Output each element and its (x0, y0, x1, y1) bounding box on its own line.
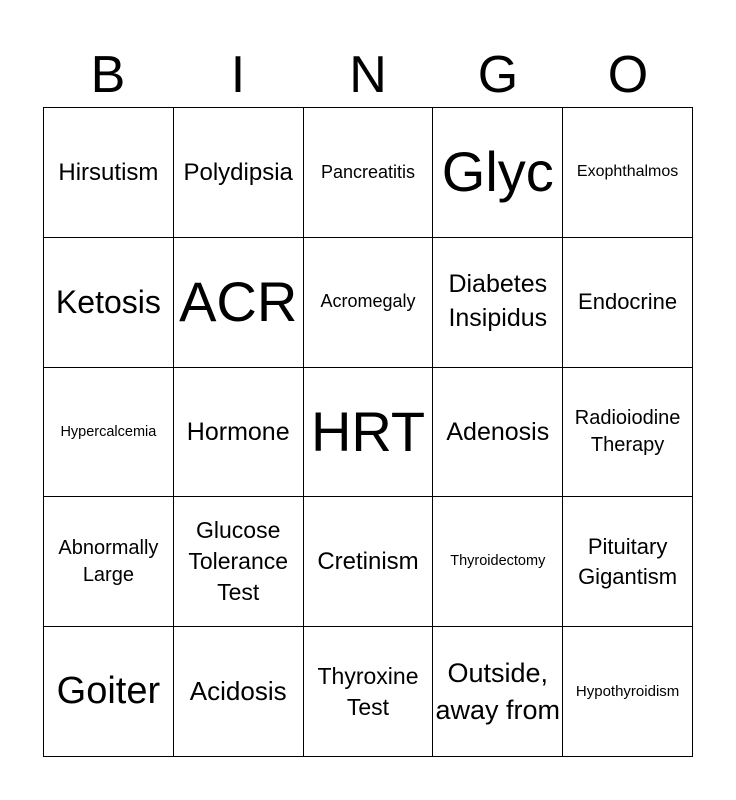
cell-text: Thyroidectomy (450, 553, 546, 570)
cell-text: Radioiodine Therapy (574, 406, 681, 456)
bingo-cell (44, 497, 174, 627)
bingo-cell (433, 497, 563, 627)
cell-text: Adenosis (446, 417, 550, 446)
header-letter-g: G (477, 46, 519, 104)
header-letter-b: B (90, 46, 126, 104)
cell-text: Hypothyroidism (575, 682, 680, 700)
bingo-cell (304, 627, 434, 757)
cell-text: Glucose Tolerance Test (188, 517, 289, 606)
bingo-cell (174, 368, 304, 498)
bingo-header (43, 44, 693, 106)
cell-text: Cretinism (317, 548, 419, 576)
bingo-cell (44, 238, 174, 368)
bingo-cell (563, 108, 693, 238)
bingo-cell (304, 238, 434, 368)
bingo-cell (433, 368, 563, 498)
cell-text: Abnormally Large (58, 536, 159, 586)
bingo-cell (174, 238, 304, 368)
header-letter-i: I (230, 46, 246, 104)
header-letter-n: N (349, 46, 387, 104)
bingo-cell (433, 627, 563, 757)
bingo-cell (304, 497, 434, 627)
cell-text: Pancreatitis (320, 161, 416, 182)
bingo-cell (44, 627, 174, 757)
bingo-cell (304, 108, 434, 238)
bingo-card-grid (43, 107, 693, 757)
cell-text: Endocrine (578, 288, 678, 314)
cell-text: Hirsutism (58, 158, 159, 186)
cell-text: Glyc (441, 140, 554, 204)
bingo-cell (174, 497, 304, 627)
cell-text: Thyroxine Test (317, 662, 419, 720)
cell-text: Pituitary Gigantism (578, 534, 678, 589)
bingo-cell (563, 238, 693, 368)
cell-text: Hypercalcemia (60, 423, 157, 440)
bingo-cell (563, 497, 693, 627)
cell-text: Acidosis (189, 675, 287, 706)
cell-text: Exophthalmos (576, 163, 679, 181)
bingo-cell (433, 108, 563, 238)
bingo-cell (563, 368, 693, 498)
cell-text: Diabetes Insipidus (448, 270, 548, 333)
cell-text: ACR (179, 270, 298, 334)
bingo-cell (174, 108, 304, 238)
bingo-cell (44, 368, 174, 498)
bingo-cell (563, 627, 693, 757)
bingo-cell (44, 108, 174, 238)
bingo-cell (174, 627, 304, 757)
cell-text: HRT (310, 399, 426, 463)
cell-text: Polydipsia (183, 158, 293, 186)
cell-text: Goiter (56, 669, 161, 712)
header-letter-o: O (607, 46, 649, 104)
cell-text: Ketosis (55, 283, 161, 320)
cell-text: Outside, away from (435, 658, 561, 725)
cell-text: Hormone (186, 417, 290, 446)
bingo-cell (304, 368, 434, 498)
cell-text: Acromegaly (320, 291, 416, 312)
bingo-cell (433, 238, 563, 368)
